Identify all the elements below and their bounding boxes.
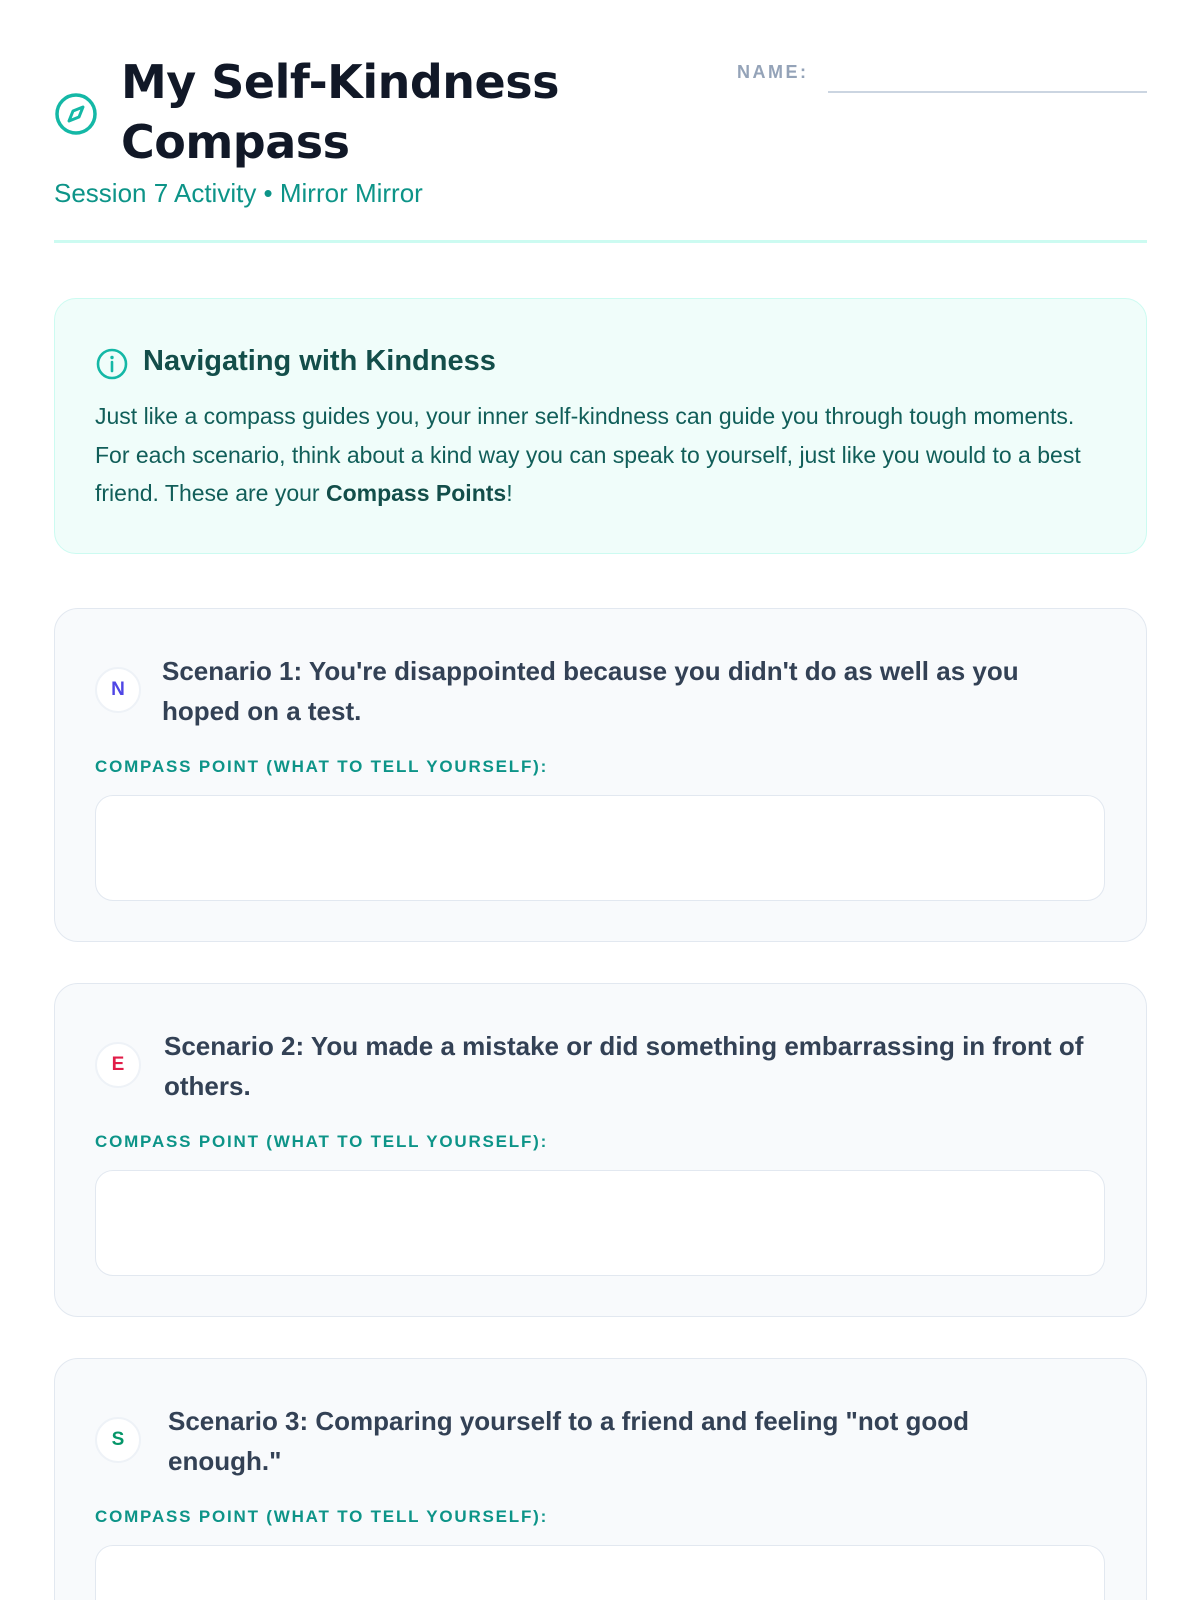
worksheet-header bbox=[54, 0, 1147, 244]
instructions-text-start: Just like a compass guides you, your inner self-kindness can guide you through tough moments. For each scenario, think about a kind way you can speak to yourself, just like you would to a best friend. These are your bbox=[95, 403, 1081, 506]
direction-badge-south: S bbox=[95, 1417, 141, 1463]
compass-point-label: COMPASS POINT (WHAT TO TELL YOURSELF): bbox=[95, 1507, 549, 1526]
compass-point-answer-box[interactable] bbox=[95, 1545, 1105, 1600]
direction-badge-east: E bbox=[95, 1042, 141, 1088]
scenario-card-1 bbox=[54, 608, 1147, 942]
name-field[interactable] bbox=[828, 91, 1147, 93]
header-divider bbox=[54, 240, 1147, 243]
compass-point-label: COMPASS POINT (WHAT TO TELL YOURSELF): bbox=[95, 757, 549, 776]
compass-point-label: COMPASS POINT (WHAT TO TELL YOURSELF): bbox=[95, 1132, 549, 1151]
compass-point-answer-box[interactable] bbox=[95, 1170, 1105, 1276]
compass-icon bbox=[54, 92, 98, 136]
direction-badge-north: N bbox=[95, 667, 141, 713]
info-circle-icon bbox=[95, 347, 129, 381]
instructions-text-end: ! bbox=[506, 480, 513, 506]
scenario-card-2 bbox=[54, 983, 1147, 1317]
name-label: NAME: bbox=[737, 62, 809, 82]
compass-point-answer-box[interactable] bbox=[95, 795, 1105, 901]
page-title: My Self-Kindness Compass bbox=[121, 55, 559, 169]
scenario-prompt: Scenario 1: You're disappointed because you didn't do as well as you hoped on a test. bbox=[162, 656, 1019, 726]
instructions-title: Navigating with Kindness bbox=[143, 345, 496, 377]
scenario-card-3 bbox=[54, 1358, 1147, 1600]
scenario-prompt: Scenario 2: You made a mistake or did something embarrassing in front of others. bbox=[164, 1031, 1084, 1101]
instructions-text-highlight: Compass Points bbox=[325, 480, 507, 506]
page-subtitle: Session 7 Activity • Mirror Mirror bbox=[54, 178, 423, 208]
scenario-prompt: Scenario 3: Comparing yourself to a friend and feeling "not good enough." bbox=[168, 1406, 970, 1476]
instructions-text bbox=[95, 397, 1115, 513]
instructions-box bbox=[54, 298, 1147, 554]
worksheet-page bbox=[54, 0, 1147, 1526]
